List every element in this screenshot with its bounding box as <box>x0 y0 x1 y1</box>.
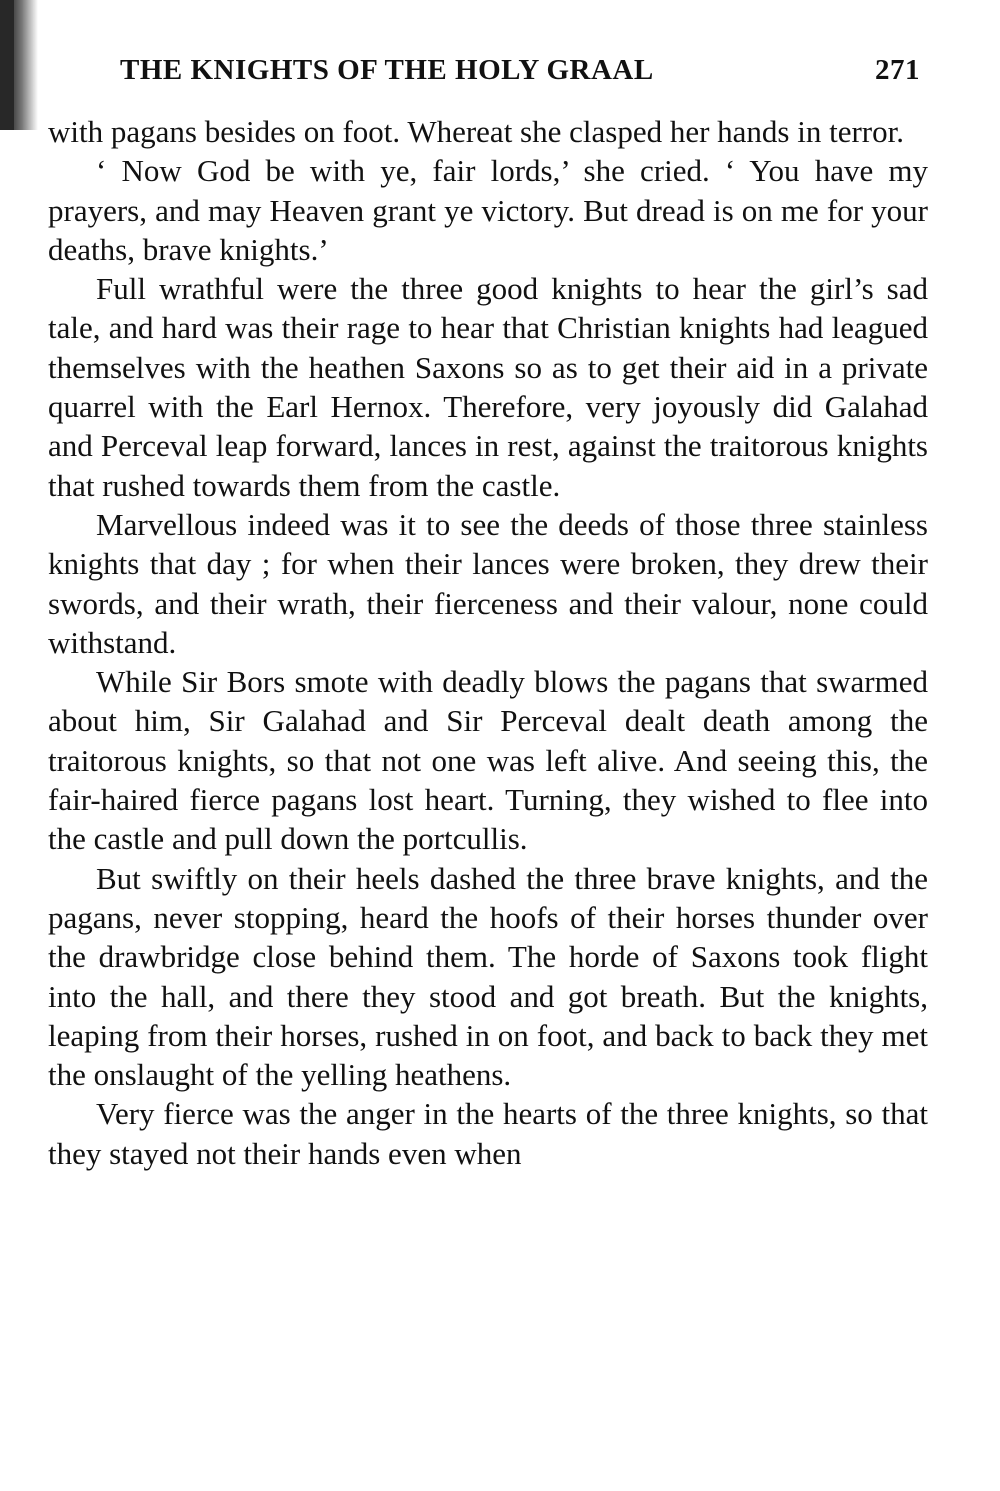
paragraph: While Sir Bors smote with deadly blows the pagans that swarmed about him, Sir Galahad and Sir Perceval dealt death among the traitorous knights, so that not one was left alive. And seeing this, the fair-haired fierce pagans lost heart. Turning, they wished to flee into the castle and pull down the portcullis. <box>48 664 928 857</box>
running-title: THE KNIGHTS OF THE HOLY GRAAL <box>120 54 654 86</box>
running-header <box>120 50 920 96</box>
paragraph: Full wrathful were the three good knights to hear the girl’s sad tale, and hard was their rage to hear that Christian knights had leagued themselves with the heathen Saxons so as to get their aid in a private quarrel with the Earl Hernox. Therefore, very joyously did Galahad and Perceval leap forward, lances in rest, against the traitorous knights that rushed towards them from the castle. <box>48 271 928 503</box>
paragraph: But swiftly on their heels dashed the three brave knights, and the pagans, never stopping, heard the hoofs of their horses thunder over the drawbridge close behind them. The horde of Saxons took flight into the hall, and there they stood and got breath. But the knights, leaping from their horses, rushed in on foot, and back to back they met the onslaught of the yelling heathens. <box>48 860 928 1093</box>
paragraph: Marvellous indeed was it to see the deeds of those three stainless knights that day ; for when their lances were broken, they drew their swords, and their wrath, their fierceness and their valour, none could withstand. <box>48 506 928 660</box>
page-number: 271 <box>875 54 920 86</box>
paragraph: with pagans besides on foot. Whereat she clasped her hands in terror. <box>48 114 904 149</box>
paragraph: ‘ Now God be with ye, fair lords,’ she cried. ‘ You have my prayers, and may Heaven grant ye victory. But dread is on me for your deaths, brave knights.’ <box>48 153 928 267</box>
body-text <box>48 112 928 1173</box>
paragraph: Very fierce was the anger in the hearts of the three knights, so that they stayed not their hands even when <box>48 1096 928 1171</box>
binding-edge-shadow <box>0 0 40 130</box>
